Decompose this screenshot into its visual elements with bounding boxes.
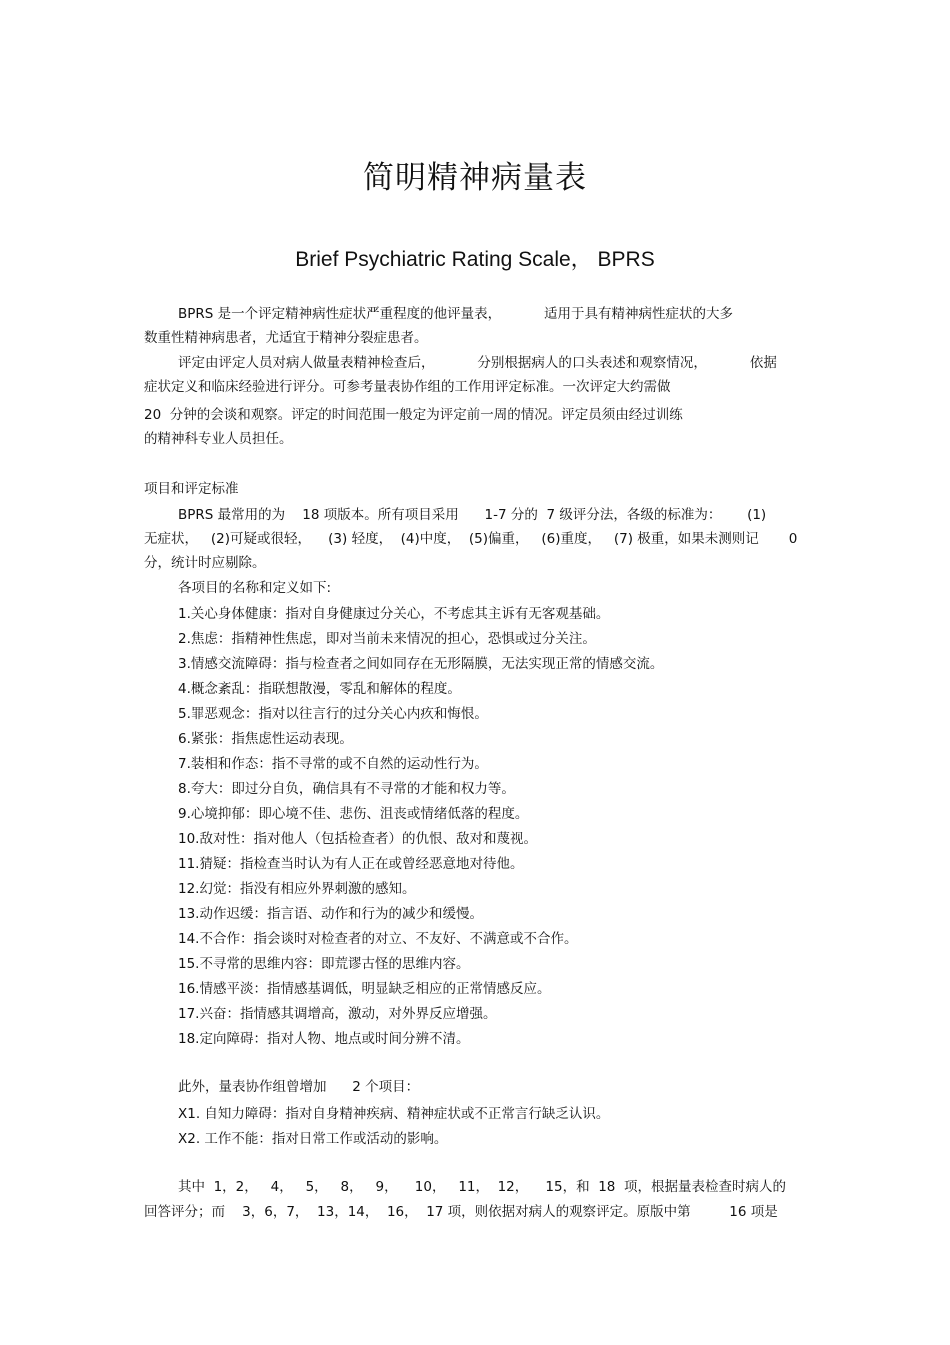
item-definition: 1.关心身体健康：指对自身健康过分关心，不考虑其主诉有无客观基础。 xyxy=(178,606,610,622)
standard-line: 分，统计时应剔除。 xyxy=(144,555,266,571)
document-subtitle: Brief Psychiatric Rating Scale， BPRS xyxy=(295,248,655,271)
intro-line: 20 分钟的会谈和观察。评定的时间范围一般定为评定前一周的情况。评定员须由经过训练 xyxy=(144,407,683,423)
item-definition: 3.情感交流障碍：指与检查者之间如同存在无形隔膜，无法实现正常的情感交流。 xyxy=(178,656,664,672)
intro-line: BPRS 是一个评定精神病性症状严重程度的他评量表， 适用于具有精神病性症状的大多 xyxy=(178,306,734,322)
intro-line: 数重性精神病患者，尤适宜于精神分裂症患者。 xyxy=(144,330,428,346)
item-definition: 4.概念紊乱：指联想散漫，零乱和解体的程度。 xyxy=(178,681,461,697)
standard-line: BPRS 最常用的为 18 项版本。所有项目采用 1-7 分的 7 级评分法，各级的标准为： (1) xyxy=(178,507,767,523)
item-definition: 16.情感平淡：指情感基调低，明显缺乏相应的正常情感反应。 xyxy=(178,981,551,997)
intro-line: 的精神科专业人员担任。 xyxy=(144,431,293,447)
intro-line: 症状定义和临床经验进行评分。可参考量表协作组的工作用评定标准。一次评定大约需做 xyxy=(144,379,671,395)
item-definition: 5.罪恶观念：指对以往言行的过分关心内疚和悔恨。 xyxy=(178,706,488,722)
item-definition: 9.心境抑郁：即心境不佳、悲伤、沮丧或情绪低落的程度。 xyxy=(178,806,529,822)
item-definition: 17.兴奋：指情感其调增高，激动，对外界反应增强。 xyxy=(178,1006,497,1022)
extra-item: X2. 工作不能：指对日常工作或活动的影响。 xyxy=(178,1131,448,1147)
item-definition: 6.紧张：指焦虑性运动表现。 xyxy=(178,731,353,747)
item-definition: 8.夸大：即过分自负，确信具有不寻常的才能和权力等。 xyxy=(178,781,515,797)
document-title: 简明精神病量表 xyxy=(363,160,587,196)
standard-line: 无症状， (2)可疑或很轻， (3) 轻度， (4)中度， (5)偏重， (6)重度， (7) 极重，如果未测则记 0 xyxy=(144,531,798,547)
item-definition: 12.幻觉：指没有相应外界刺激的感知。 xyxy=(178,881,416,897)
items-intro: 各项目的名称和定义如下: xyxy=(178,580,332,596)
item-definition: 14.不合作：指会谈时对检查者的对立、不友好、不满意或不合作。 xyxy=(178,931,578,947)
section-heading: 项目和评定标准 xyxy=(144,481,239,497)
closing-line: 其中 1，2， 4， 5， 8， 9， 10， 11， 12， 15，和 18 项，根据量表检查时病人的 xyxy=(178,1179,786,1195)
item-definition: 10.敌对性：指对他人（包括检查者）的仇恨、敌对和蔑视。 xyxy=(178,831,537,847)
item-definition: 13.动作迟缓：指言语、动作和行为的减少和缓慢。 xyxy=(178,906,483,922)
item-definition: 7.装相和作态：指不寻常的或不自然的运动性行为。 xyxy=(178,756,488,772)
closing-line: 回答评分；而 3，6，7， 13，14， 16， 17 项，则依据对病人的观察评定。原版中第 16 项是 xyxy=(144,1204,778,1220)
extra-item: X1. 自知力障碍：指对自身精神疾病、精神症状或不正常言行缺乏认识。 xyxy=(178,1106,610,1122)
intro-line: 评定由评定人员对病人做量表精神检查后， 分别根据病人的口头表述和观察情况， 依据 xyxy=(178,355,777,371)
item-definition: 11.猜疑：指检查当时认为有人正在或曾经恶意地对待他。 xyxy=(178,856,524,872)
extra-intro: 此外，量表协作组曾增加 2 个项目： xyxy=(178,1079,420,1095)
item-definition: 2.焦虑：指精神性焦虑，即对当前未来情况的担心，恐惧或过分关注。 xyxy=(178,631,596,647)
item-definition: 18.定向障碍：指对人物、地点或时间分辨不清。 xyxy=(178,1031,470,1047)
item-definition: 15.不寻常的思维内容：即荒谬古怪的思维内容。 xyxy=(178,956,470,972)
